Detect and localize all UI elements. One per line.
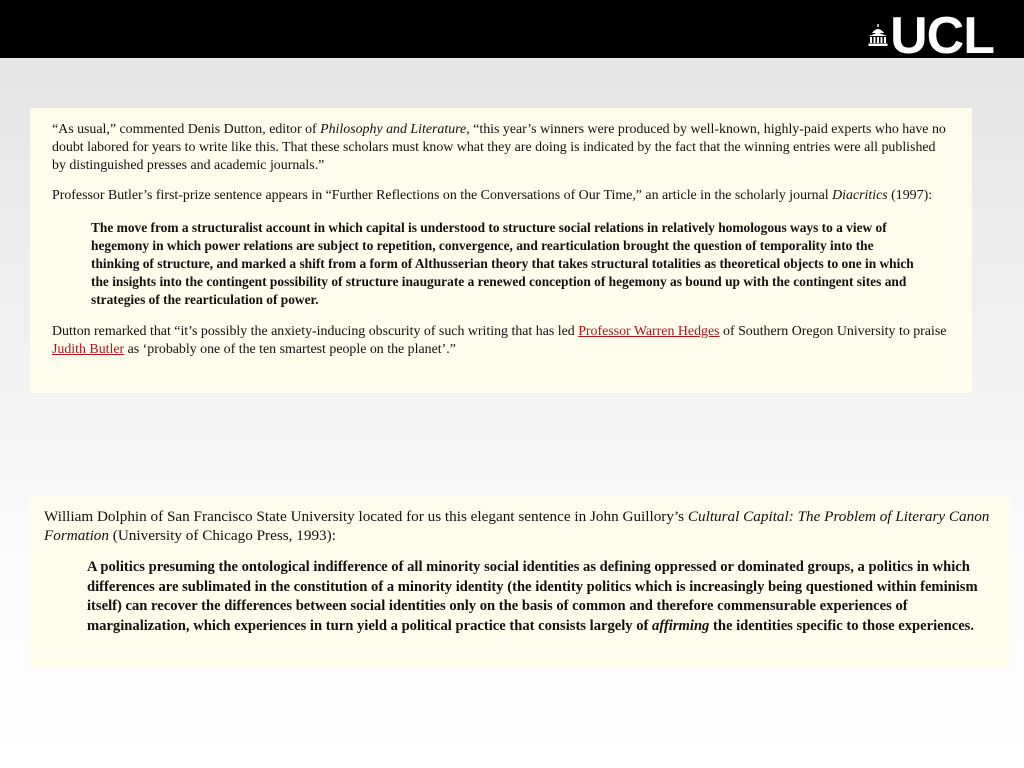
ucl-logo[interactable] bbox=[868, 14, 994, 58]
quote-panel-guillory bbox=[30, 496, 1010, 668]
header-bar bbox=[0, 0, 1024, 58]
emphasized-word: affirming bbox=[652, 617, 710, 634]
dutton-remark-paragraph: Dutton remarked that “it’s possibly the anxiety-inducing obscurity of such writing that has led Professor Warren Hedges of Southern Oregon University to praise Judith Butler as ‘probably one of the ten smartest people on the planet’.” bbox=[52, 324, 947, 357]
judith-butler-link[interactable]: Judith Butler bbox=[52, 342, 125, 357]
journal-title: Diacritics bbox=[832, 188, 888, 203]
butler-quote: The move from a structuralist account in which capital is understood to structure social relations in relatively homologous ways to a view of hegemony in which power relations are subject to repetition, convergence, and rearticulation brought the question of temporality into the thinking of structure, and marked a shift from a form of Althusserian theory that takes structural totalities as theoretical objects to one in which the insights into the contingent possibility of structure inaugurate a renewed conception of hegemony as bound up with the contingent sites and strategies of the rearticulation of power. bbox=[91, 220, 914, 307]
portico-icon bbox=[868, 24, 888, 46]
logo-text: UCL bbox=[890, 14, 994, 58]
book-title: Cultural Capital: The Problem of Literary Canon Formation bbox=[44, 508, 990, 544]
dolphin-intro-paragraph: William Dolphin of San Francisco State University located for us this elegant sentence in John Guillory’s Cultural Capital: The Problem of Literary Canon Formation (University of Chicago Press, 1993): bbox=[44, 508, 990, 544]
quote-panel-butler bbox=[30, 108, 972, 393]
dutton-comment-paragraph: “As usual,” commented Denis Dutton, editor of Philosophy and Literature, “this year’s winners were produced by well-known, highly-paid experts who have no doubt labored for years to write like this. That these scholars must know what they are doing is indicated by the fact that the winning entries were all published by distinguished presses and academic journals.” bbox=[52, 122, 946, 173]
butler-intro-paragraph: Professor Butler’s first-prize sentence appears in “Further Reflections on the Conversations of Our Time,” an article in the scholarly journal Diacritics (1997): bbox=[52, 188, 933, 203]
warren-hedges-link[interactable]: Professor Warren Hedges bbox=[578, 324, 720, 339]
guillory-quote: A politics presuming the ontological indifference of all minority social identities as defining oppressed or dominated groups, a politics in which differences are sublimated in the constitution of a minority identity (the identity politics which is increasingly being questioned within feminism itself) can recover the differences between social identities only on the basis of common and therefore commensurable experiences of marginalization, which experiences in turn yield a political practice that consists largely of affirming the identities specific to those experiences. bbox=[87, 559, 978, 634]
journal-title: Philosophy and Literature bbox=[320, 122, 467, 137]
